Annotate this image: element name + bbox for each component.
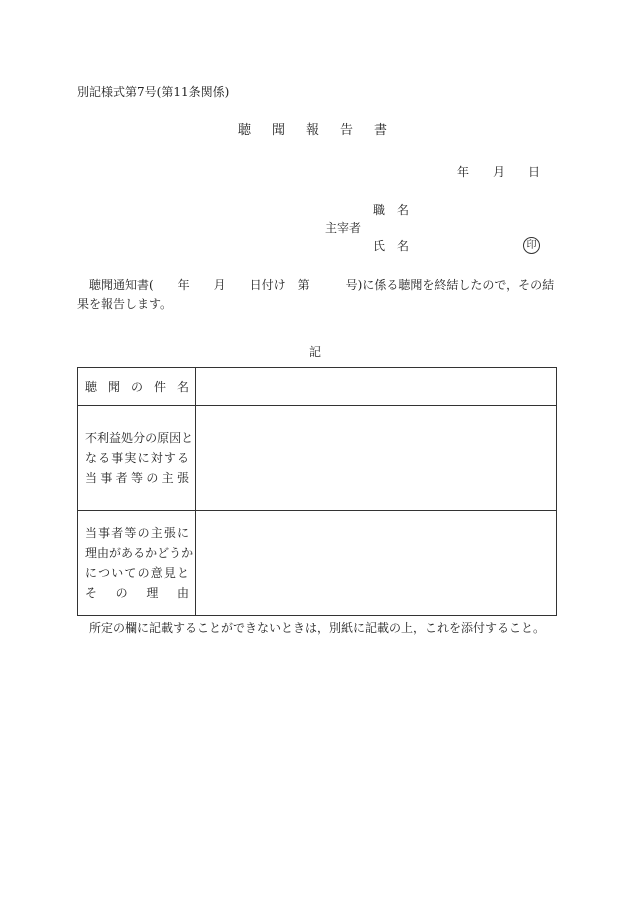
date-year: 年 [457,165,470,179]
label-line: 理 由 が あ る か ど う か [85,546,194,560]
label-line: 当 事 者 等 の 主 張 [85,471,189,485]
label-line: そ の 理 由 [85,586,189,600]
report-table [77,367,557,616]
opinion-field[interactable] [196,511,557,616]
case-name-field[interactable] [196,368,557,406]
case-name-label [78,368,196,406]
ki-heading: 記 [309,345,322,359]
body-text-line2: 果を報告します。 [77,297,173,311]
name-label: 氏 名 [373,239,410,253]
table-row [78,368,557,406]
seal-mark: 印 [523,237,540,254]
date-day: 日 [528,165,541,179]
label-line: な る 事 実 に 対 す る [85,451,189,465]
table-row [78,511,557,616]
opinion-label [78,511,196,616]
facts-claims-field[interactable] [196,406,557,511]
label-line: 当 事 者 等 の 主 張 に [85,526,189,540]
footnote: 所定の欄に記載することができないときは，別紙に記載の上，これを添付すること。 [89,621,546,635]
facts-claims-label [78,406,196,511]
document-title: 聴 聞 報 告 書 [238,123,392,138]
label-line: 聴 聞 の 件 名 [85,379,189,394]
table-row [78,406,557,511]
presiding-officer-label: 主宰者 [325,221,362,235]
form-reference: 別記様式第7号(第11条関係) [77,85,230,99]
label-line: 不 利 益 処 分 の 原 因 と [85,431,194,445]
date-month: 月 [493,165,506,179]
body-text-line1: 聴聞通知書( 年 月 日付け 第 号)に係る聴聞を終結したので，その結 [89,278,555,292]
position-label: 職 名 [373,203,410,217]
label-line: に つ い て の 意 見 と [85,566,189,580]
